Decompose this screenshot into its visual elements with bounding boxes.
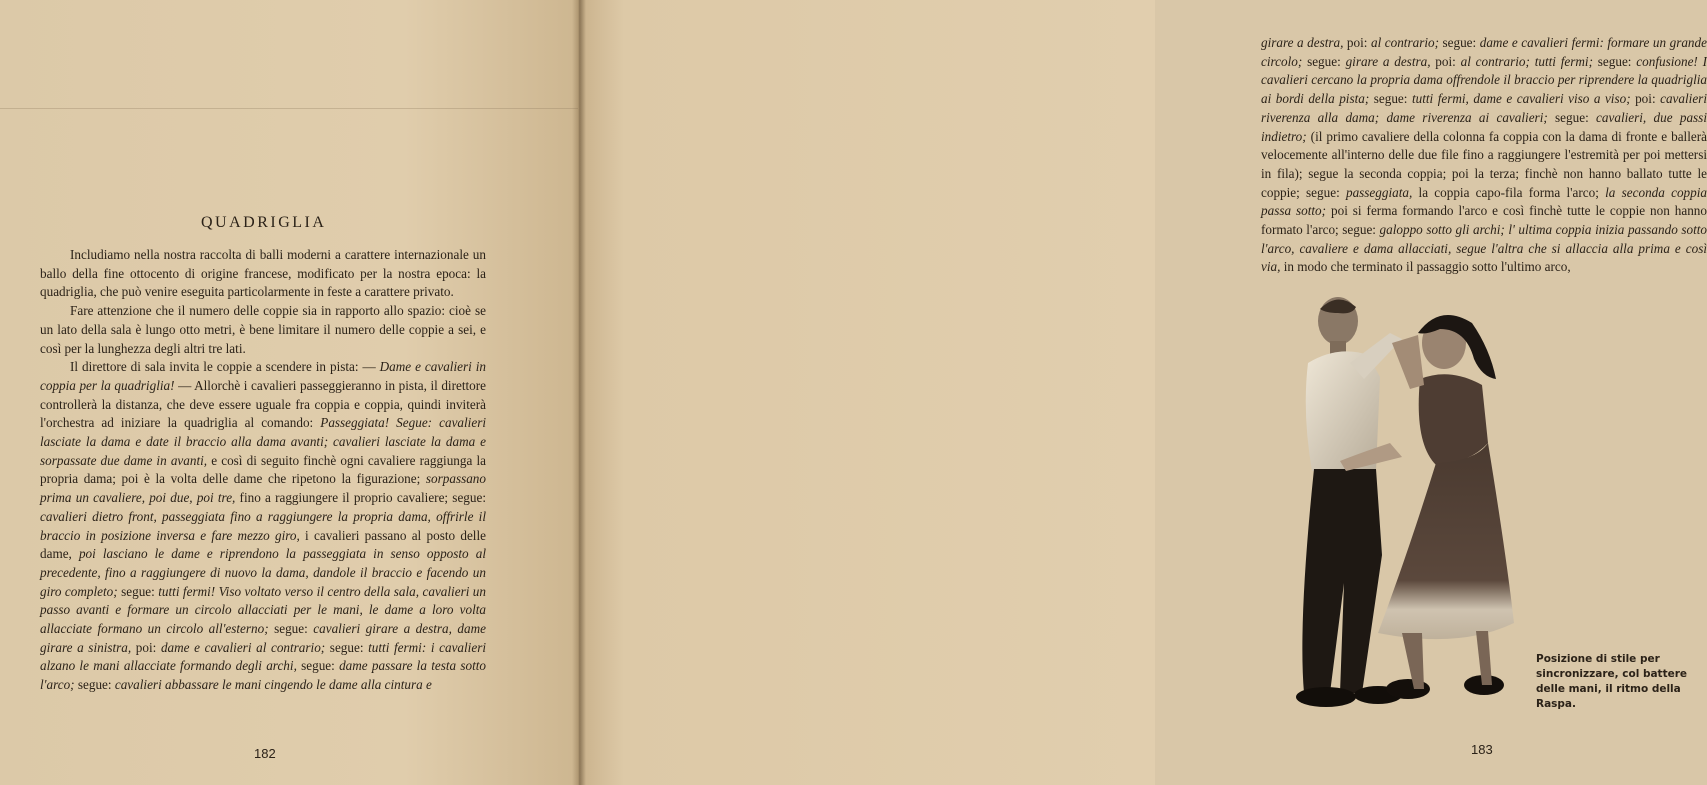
text-run: segue: bbox=[325, 639, 369, 655]
text-run: segue: bbox=[268, 621, 314, 637]
italic-run: al contrario; tutti fermi; bbox=[1460, 53, 1593, 69]
body-paragraph bbox=[1261, 34, 1707, 277]
text-run: segue: bbox=[1547, 109, 1597, 125]
italic-run: dame passare la testa sotto l'arco; bbox=[40, 658, 486, 693]
italic-run: cavalieri, due passi indietro; bbox=[1261, 109, 1707, 144]
italic-run: girare a destra, bbox=[1345, 53, 1431, 69]
text-run: poi si ferma formando l'arco e così finchè tutte le coppie non hanno formato l'arco; segue: bbox=[1261, 203, 1707, 238]
text-run: segue: bbox=[117, 583, 159, 599]
text-run: i cavalieri passano al posto delle dame, bbox=[40, 527, 486, 562]
text-run: segue: bbox=[1369, 91, 1412, 107]
italic-run: cavalieri riverenza alla dama; dame riverenza ai cavalieri; bbox=[1261, 91, 1707, 125]
paper-fold-line bbox=[0, 108, 578, 109]
text-run: segue: bbox=[1592, 53, 1637, 69]
text-run: la coppia capo-fila forma l'arco; bbox=[1412, 184, 1606, 200]
italic-run: dame e cavalieri fermi: formare un grande circolo; bbox=[1261, 35, 1707, 69]
photo-caption: Posizione di stile per sincronizzare, col battere delle mani, il ritmo della Raspa. bbox=[1536, 653, 1688, 710]
text-run: Fare attenzione che il numero delle coppie sia in rapporto allo spazio: cioè se un lato della sala è lungo otto metri, è bene limitare il numero delle coppie a sei, e così per la lunghezza degli altri tre lati. bbox=[40, 303, 486, 356]
italic-run: passeggiata, bbox=[1345, 184, 1413, 200]
text-run: e così di seguito finchè ogni cavaliere raggiunga la propria dama; poi è la volta delle dame che ripetono la figurazione; bbox=[40, 452, 486, 487]
italic-run: cavalieri girare a destra, dame girare a sinistra, bbox=[40, 621, 486, 655]
italic-run: dame e cavalieri al contrario; bbox=[160, 639, 326, 655]
text-run: segue: bbox=[1302, 53, 1346, 69]
italic-run: cavalieri abbassare le mani cingendo le dame alla cintura e bbox=[114, 677, 432, 693]
text-run: poi: bbox=[131, 639, 161, 655]
italic-run: la seconda coppia passa sotto; bbox=[1261, 184, 1707, 219]
right-page bbox=[578, 0, 1707, 785]
book-gutter bbox=[572, 0, 586, 785]
text-run: poi: bbox=[1343, 35, 1371, 50]
text-run: segue: bbox=[74, 677, 115, 693]
text-run: poi: bbox=[1630, 91, 1661, 107]
text-run: segue: bbox=[296, 658, 340, 674]
italic-run: poi lasciano le dame e riprendono la passeggiata in senso opposto al precedente, fino a raggiungere di nuovo la dama, dandole il braccio e facendo un giro completo; bbox=[40, 546, 486, 599]
text-run: segue: bbox=[1438, 35, 1480, 50]
body-paragraph bbox=[40, 246, 486, 302]
text-run: in modo che terminato il passaggio sotto l'ultimo arco, bbox=[1280, 259, 1571, 275]
italic-run: tutti fermi! Viso voltato verso il centro della sala, cavalieri un passo avanti e formare un circolo allacciati per le mani, le dame a loro volta allacciate formano un circolo all'esterno; bbox=[40, 583, 486, 637]
left-page-body bbox=[40, 246, 486, 695]
text-run: — Allorchè i cavalieri passeggieranno in pista, il direttore controllerà la distanza, che deve essere uguale fra coppia e coppia, quindi inviterà l'orchestra ad iniziare la quadriglia al comando: bbox=[40, 377, 487, 431]
chapter-title: QUADRIGLIA bbox=[201, 214, 327, 231]
italic-run: Passeggiata! Segue: cavalieri lasciate la dama e date il braccio alla dama avanti; cavalieri lasciate la dama e sorpassate due dame in avanti, bbox=[40, 415, 486, 468]
left-page bbox=[0, 0, 578, 785]
italic-run: tutti fermi, dame e cavalieri viso a viso; bbox=[1411, 91, 1631, 107]
text-run: (il primo cavaliere della colonna fa coppia con la dama di fronte e ballerà velocemente all'interno delle due file fino a raggiungere l'estremità per poi mettersi in fila); segue la seconda coppia; poi la terza; finchè non hanno ballato tutte le coppie; segue: bbox=[1261, 128, 1707, 200]
italic-run: confusione! I cavalieri cercano la propria dama offrendole il braccio per riprendere la quadriglia ai bordi della pista; bbox=[1261, 53, 1707, 107]
page-number-right: 183 bbox=[1471, 742, 1493, 757]
italic-run: tutti fermi: i cavalieri alzano le mani allacciate formando degli archi, bbox=[40, 639, 486, 674]
text-run: fino a raggiungere il proprio cavaliere; segue: bbox=[235, 490, 486, 506]
body-paragraph bbox=[40, 358, 486, 695]
text-run: Il direttore di sala invita le coppie a scendere in pista: — bbox=[70, 359, 380, 375]
text-run: Includiamo nella nostra raccolta di balli moderni a carattere internazionale un ballo della fine ottocento di origine francese, modificato per la nostra epoca: la quadriglia, che può venire eseguita particolarmente in feste a carattere privato. bbox=[40, 247, 486, 300]
italic-run: sorpassano prima un cavaliere, poi due, poi tre, bbox=[40, 471, 486, 506]
body-paragraph bbox=[40, 302, 486, 358]
italic-run: girare a destra, bbox=[1261, 35, 1344, 50]
page-number-left: 182 bbox=[254, 746, 276, 761]
text-run: poi: bbox=[1430, 53, 1461, 69]
italic-run: cavalieri dietro front, passeggiata fino a raggiungere la propria dama, offrirle il braccio in posizione inversa e fare mezzo giro, bbox=[40, 508, 486, 543]
italic-run: Dame e cavalieri in coppia per la quadriglia! bbox=[40, 359, 486, 393]
right-page-body bbox=[1261, 34, 1707, 277]
italic-run: galoppo sotto gli archi; l' ultima coppia inizia passando sotto l'arco, cavaliere e dama allacciati, segue l'altra che si allaccia alla prima e così via, bbox=[1261, 222, 1707, 275]
dancing-couple-photo bbox=[1290, 293, 1528, 721]
italic-run: al contrario; bbox=[1370, 35, 1439, 50]
